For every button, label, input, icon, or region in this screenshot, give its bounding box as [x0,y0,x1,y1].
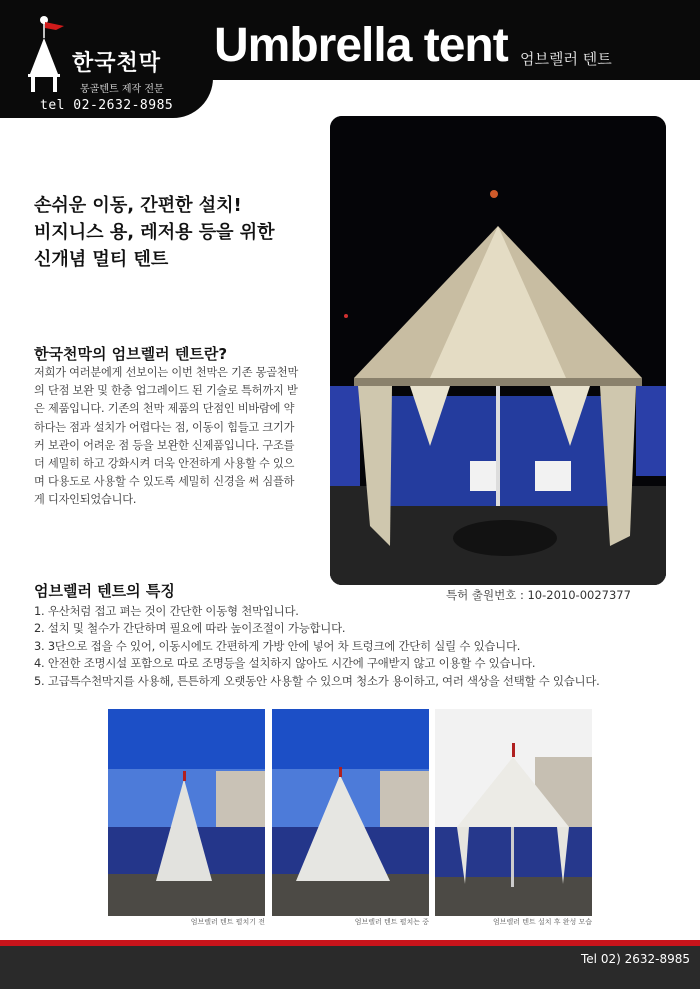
patent-number: 특허 출원번호 : 10-2010-0027377 [446,588,631,602]
night-tent-image [330,116,666,585]
features-heading: 엄브렐러 텐트의 특징 [34,582,175,600]
headline-line: 비지니스 용, 레저용 등을 위한 [34,222,275,243]
brand-subtitle: 몽골텐트 제작 전문 [80,84,164,95]
headline-line: 신개념 멀티 텐트 [34,249,169,270]
feature-item: 4. 안전한 조명시설 포함으로 따로 조명등을 설치하지 않아도 시간에 구애받지 않고 이용할 수 있습니다. [34,656,536,671]
feature-item: 1. 우산처럼 접고 펴는 것이 간단한 이동형 천막입니다. [34,604,299,618]
photo-caption: 엄브렐러 텐트 펼치는 중 [354,918,429,926]
feature-item: 2. 설치 및 철수가 간단하며 필요에 따라 높이조절이 가능합니다. [34,621,346,636]
main-tent-photo [330,116,666,585]
feature-item: 3. 3단으로 접을 수 있어, 이동시에도 간편하게 가방 안에 넣어 차 트렁크에 간단히 실릴 수 있습니다. [34,638,521,653]
headline-line: 손쉬운 이동, 간편한 설치! [34,195,242,216]
page-title-korean: 엄브렐러 텐트 [520,50,612,68]
footer-tel[interactable]: Tel 02) 2632-8985 [581,952,690,966]
headline [34,192,324,273]
page-title: Umbrella tent [214,19,508,72]
photo-completed [435,709,592,916]
features-list [34,603,670,690]
photo-unfolding [272,709,429,916]
intro-paragraph: 저희가 여러분에게 선보이는 이번 천막은 기존 몽골천막의 단점 보완 및 한층 업그레이드 된 기술로 특허까지 받은 제품입니다. 기존의 천막 제품의 단점인 비바람에 약하다는 점과 설치가 어렵다는 점, 이동이 힘들고 크기가 커 보관이 어려운 점 등을 보완한 신제품입니다. 구조를 더 세밀히 하고 강화시켜 더욱 안전하게 사용할 수 있으며 다용도로 사용할 수 있도록 세밀히 신경을 써 심플하게 디자인되었습니다. [34,366,299,507]
tent-logo-icon [26,14,66,94]
photo-caption: 엄브렐러 텐트 펼치기 전 [190,918,265,926]
tent-completed-image [435,709,592,916]
photo-before-unfolding [108,709,265,916]
feature-item: 5. 고급특수천막지를 사용해, 튼튼하게 오랫동안 사용할 수 있으며 청소가 용이하고, 여러 색상을 선택할 수 있습니다. [34,673,600,688]
brand-tel[interactable]: tel 02-2632-8985 [40,98,174,113]
footer-bar [0,946,700,989]
brand-logo[interactable] [0,0,213,118]
photo-caption: 엄브렐러 텐트 설치 후 완성 모습 [492,918,592,926]
tent-folded-image [108,709,265,916]
brand-name: 한국천막 [72,51,162,76]
intro-heading: 한국천막의 엄브렐러 텐트란? [34,345,228,363]
tent-unfolding-image [272,709,429,916]
